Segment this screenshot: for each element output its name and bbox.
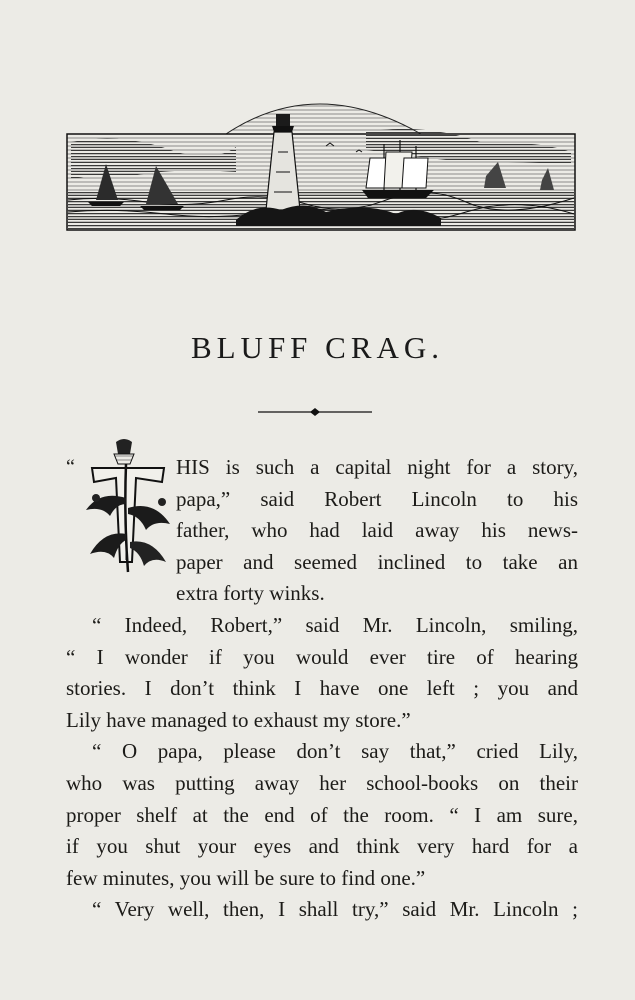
text-line: HIS is such a capital night for a story, [176,455,578,479]
text-line: father, who had laid away his news- [176,518,578,543]
text-line: “ Indeed, Robert,” said Mr. Lincoln, smiling, [92,612,578,637]
opening-quote: “ [66,456,75,478]
text-line: papa,” said Robert Lincoln to his [176,486,578,511]
text-line: “ I wonder if you would ever tire of hearing [66,644,578,669]
lighthouse-seascape-engraving [66,92,576,232]
text-line: who was putting away her school-books on their [66,770,578,795]
body-text [66,452,578,926]
chapter-title: BLUFF CRAG. [190,330,445,365]
text-line: if you shut your eyes and think very hard for a [66,834,578,859]
text-line: stories. I don’t think I have one left ; you and [66,676,578,701]
text-line: “ Very well, then, I shall try,” said Mr. Lincoln ; [92,897,578,922]
text-line: proper shelf at the end of the room. “ I am sure, [66,802,578,827]
text-line: paper and seemed inclined to take an [176,549,578,574]
text-line: Lily have managed to exhaust my store.” [66,707,411,732]
text-line: extra forty winks. [176,581,325,606]
ornamental-rule [258,402,372,412]
text-line: few minutes, you will be sure to find one.” [66,865,426,890]
text-line: “ O papa, please don’t say that,” cried Lily, [92,739,578,764]
thistle-drop-cap-t [80,438,176,574]
